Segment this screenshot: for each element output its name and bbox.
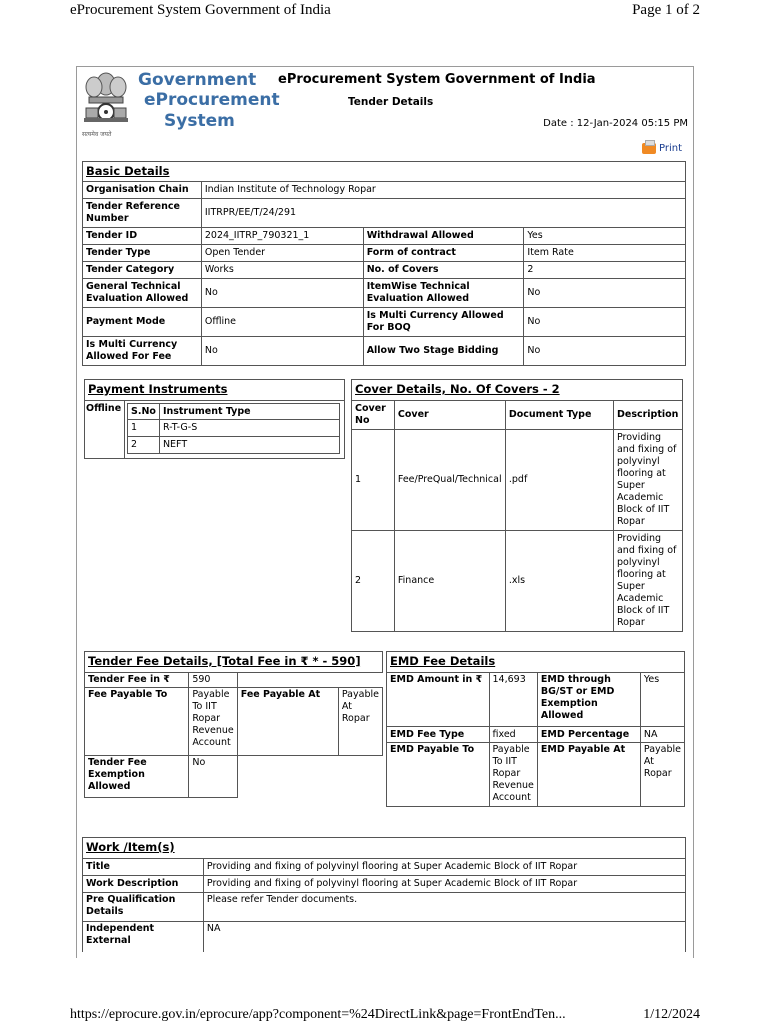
emd-percentage-label: EMD Percentage bbox=[537, 727, 640, 743]
tender-reference-value: IITRPR/EE/T/24/291 bbox=[201, 199, 685, 228]
basic-details-table bbox=[82, 161, 686, 366]
cover-no: 1 bbox=[352, 430, 395, 531]
cover-name: Fee/PreQual/Technical bbox=[394, 430, 505, 531]
basic-row-label: Payment Mode bbox=[83, 308, 202, 337]
emd-payable-to-value: Payable To IIT Ropar Revenue Account bbox=[489, 743, 537, 807]
work-title-label: Title bbox=[83, 859, 204, 876]
instrument-type: NEFT bbox=[159, 437, 339, 454]
table-row bbox=[352, 430, 683, 531]
cover-description: Providing and fixing of polyvinyl flooring at Super Academic Block of IIT Ropar bbox=[613, 531, 682, 632]
emd-amount-value: 14,693 bbox=[489, 673, 537, 727]
emd-fee-title: EMD Fee Details bbox=[390, 654, 496, 668]
basic-details-title: Basic Details bbox=[86, 163, 170, 178]
work-title-value: Providing and fixing of polyvinyl flooring at Super Academic Block of IIT Ropar bbox=[203, 859, 685, 876]
payment-mode-label: Offline bbox=[85, 401, 125, 459]
fee-payable-at-value: Payable At Ropar bbox=[338, 688, 382, 756]
independent-external-label: Independent External bbox=[83, 922, 204, 952]
independent-external-value: NA bbox=[203, 922, 685, 952]
tender-fee-label: Tender Fee in ₹ bbox=[85, 673, 189, 688]
table-row bbox=[83, 893, 686, 922]
instrument-type-header: Instrument Type bbox=[159, 404, 339, 420]
emd-amount-label: EMD Amount in ₹ bbox=[387, 673, 490, 727]
cover-doc-type: .pdf bbox=[505, 430, 613, 531]
organisation-chain-value: Indian Institute of Technology Ropar bbox=[201, 182, 685, 199]
basic-row-label: Tender Category bbox=[83, 262, 202, 279]
basic-row-label: Form of contract bbox=[363, 245, 524, 262]
tender-fee-table bbox=[84, 651, 383, 798]
prequalification-value: Please refer Tender documents. bbox=[203, 893, 685, 922]
fee-payable-to-label: Fee Payable To bbox=[85, 688, 189, 756]
basic-row-value: 2 bbox=[524, 262, 686, 279]
generated-date: Date : 12-Jan-2024 05:15 PM bbox=[543, 118, 688, 129]
work-items-title: Work /Item(s) bbox=[86, 840, 175, 854]
work-description-label: Work Description bbox=[83, 876, 204, 893]
table-row bbox=[128, 420, 340, 437]
emd-percentage-value: NA bbox=[640, 727, 684, 743]
cover-header: Cover bbox=[394, 401, 505, 430]
cover-name: Finance bbox=[394, 531, 505, 632]
page-title: eProcurement System Government of India bbox=[278, 72, 596, 87]
table-row bbox=[83, 922, 686, 952]
print-label: Print bbox=[658, 143, 682, 154]
basic-row-label: ItemWise Technical Evaluation Allowed bbox=[363, 279, 524, 308]
cover-description: Providing and fixing of polyvinyl flooring at Super Academic Block of IIT Ropar bbox=[613, 430, 682, 531]
cover-details-title: Cover Details, No. Of Covers - 2 bbox=[355, 382, 560, 396]
logo-line-eprocurement: eProcurement bbox=[144, 90, 280, 110]
table-row bbox=[352, 531, 683, 632]
payment-instruments-title: Payment Instruments bbox=[88, 382, 228, 396]
emd-payable-to-label: EMD Payable To bbox=[387, 743, 490, 807]
basic-row-label: General Technical Evaluation Allowed bbox=[83, 279, 202, 308]
table-row bbox=[128, 437, 340, 454]
fee-exemption-label: Tender Fee Exemption Allowed bbox=[85, 756, 189, 798]
instrument-type: R-T-G-S bbox=[159, 420, 339, 437]
basic-row-label: Allow Two Stage Bidding bbox=[363, 337, 524, 366]
cover-details-table bbox=[351, 379, 683, 632]
gepnic-logo bbox=[80, 70, 280, 142]
basic-row-value: No bbox=[524, 279, 686, 308]
work-description-value: Providing and fixing of polyvinyl flooring at Super Academic Block of IIT Ropar bbox=[203, 876, 685, 893]
tender-reference-label: Tender Reference Number bbox=[83, 199, 202, 228]
basic-row-label: Is Multi Currency Allowed For BOQ bbox=[363, 308, 524, 337]
print-link[interactable] bbox=[642, 143, 682, 154]
basic-row-label: Tender ID bbox=[83, 228, 202, 245]
prequalification-label: Pre Qualification Details bbox=[83, 893, 204, 922]
instrument-list bbox=[127, 403, 340, 454]
basic-row-value: Works bbox=[201, 262, 363, 279]
tender-fee-value: 590 bbox=[189, 673, 237, 688]
emd-payable-at-label: EMD Payable At bbox=[537, 743, 640, 807]
basic-row-value: No bbox=[201, 279, 363, 308]
cover-no-header: Cover No bbox=[352, 401, 395, 430]
emd-fee-table bbox=[386, 651, 685, 807]
payment-instruments-table bbox=[84, 379, 345, 459]
emd-fee-type-value: fixed bbox=[489, 727, 537, 743]
cover-no: 2 bbox=[352, 531, 395, 632]
page-print-date: 1/12/2024 bbox=[643, 1007, 700, 1022]
basic-row-label: No. of Covers bbox=[363, 262, 524, 279]
page-number: Page 1 of 2 bbox=[632, 2, 700, 18]
emd-through-label: EMD through BG/ST or EMD Exemption Allowed bbox=[537, 673, 640, 727]
document-type-header: Document Type bbox=[505, 401, 613, 430]
fee-payable-at-label: Fee Payable At bbox=[237, 688, 338, 756]
description-header: Description bbox=[613, 401, 682, 430]
basic-row-value: Open Tender bbox=[201, 245, 363, 262]
fee-exemption-value: No bbox=[189, 756, 237, 798]
table-row bbox=[83, 859, 686, 876]
tender-fee-title: Tender Fee Details, [Total Fee in ₹ * - 590] bbox=[88, 654, 361, 668]
basic-row-value: Item Rate bbox=[524, 245, 686, 262]
emblem-caption: सत्यमेव जयते bbox=[82, 131, 112, 138]
emd-through-value: Yes bbox=[640, 673, 684, 727]
page-subtitle: Tender Details bbox=[348, 96, 434, 108]
page-url[interactable]: https://eprocure.gov.in/eprocure/app?component=%24DirectLink&page=FrontEndTen... bbox=[70, 1007, 566, 1022]
basic-row-label: Is Multi Currency Allowed For Fee bbox=[83, 337, 202, 366]
instrument-sno-header: S.No bbox=[128, 404, 160, 420]
basic-row-label: Tender Type bbox=[83, 245, 202, 262]
emd-fee-type-label: EMD Fee Type bbox=[387, 727, 490, 743]
basic-row-label: Withdrawal Allowed bbox=[363, 228, 524, 245]
instrument-sno: 1 bbox=[128, 420, 160, 437]
basic-row-value: Yes bbox=[524, 228, 686, 245]
basic-row-value: 2024_IITRP_790321_1 bbox=[201, 228, 363, 245]
basic-row-value: No bbox=[524, 308, 686, 337]
organisation-chain-label: Organisation Chain bbox=[83, 182, 202, 199]
fee-payable-to-value: Payable To IIT Ropar Revenue Account bbox=[189, 688, 237, 756]
page-header-title: eProcurement System Government of India bbox=[70, 2, 331, 18]
instrument-sno: 2 bbox=[128, 437, 160, 454]
basic-row-value: No bbox=[201, 337, 363, 366]
logo-line-system: System bbox=[164, 111, 235, 131]
cover-doc-type: .xls bbox=[505, 531, 613, 632]
work-items-table bbox=[82, 837, 686, 952]
basic-row-value: Offline bbox=[201, 308, 363, 337]
emd-payable-at-value: Payable At Ropar bbox=[640, 743, 684, 807]
table-row bbox=[83, 876, 686, 893]
printer-icon bbox=[642, 143, 656, 154]
logo-line-government: Government bbox=[138, 70, 257, 90]
basic-row-value: No bbox=[524, 337, 686, 366]
national-emblem-icon bbox=[80, 70, 132, 130]
